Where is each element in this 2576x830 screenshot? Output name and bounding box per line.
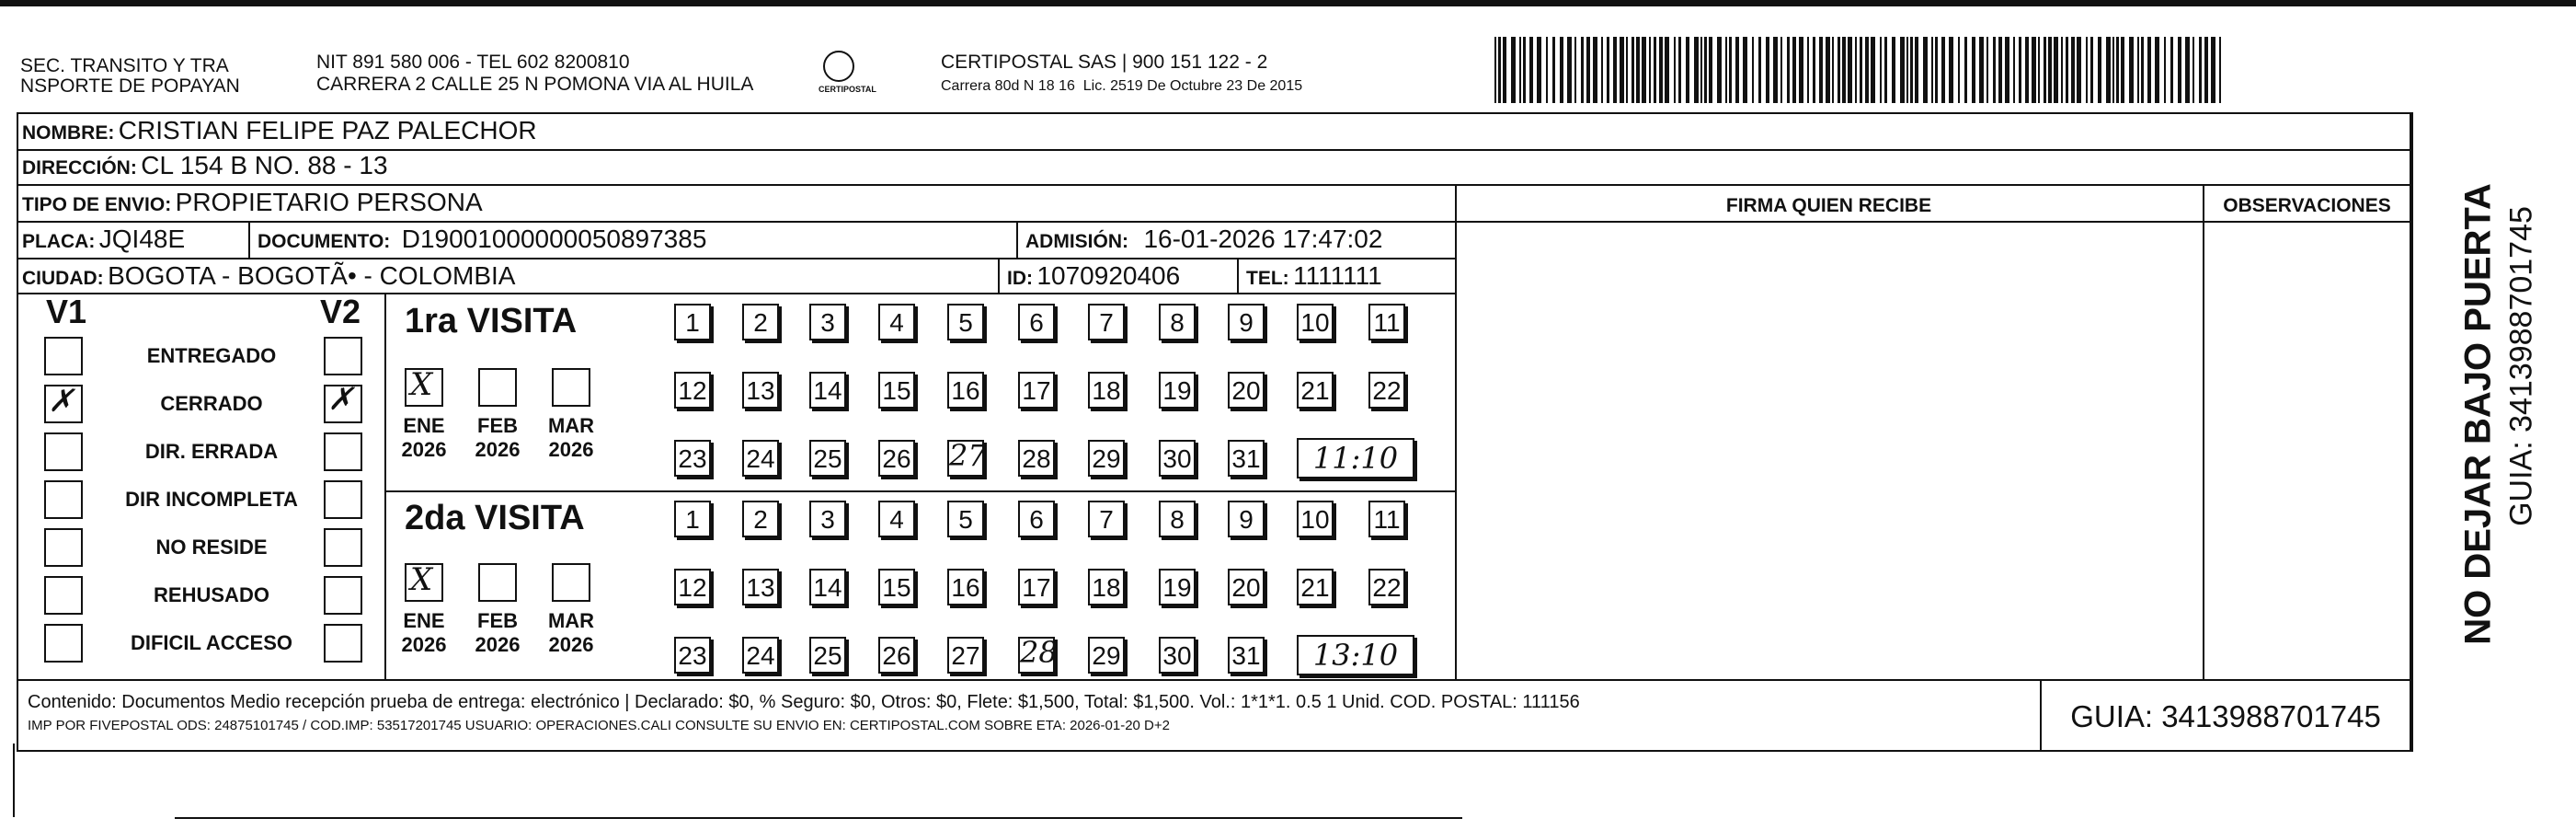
visit1-day-box: 20 [1228, 372, 1265, 409]
visit1-day-box: 8 [1159, 304, 1196, 340]
visit1-month-checkbox [552, 368, 590, 407]
visit1-day-box: 16 [947, 372, 984, 409]
observaciones-header: OBSERVACIONES [2223, 195, 2391, 216]
v2-header: V2 [320, 293, 361, 330]
barcode-bar [1709, 37, 1712, 103]
visit1-month-handwritten-mark: X [410, 366, 433, 403]
barcode-bar [1529, 37, 1533, 103]
barcode-bar [1799, 37, 1803, 103]
barcode-bar [1826, 37, 1830, 103]
barcode-bar [2185, 37, 2190, 103]
tipo-label: TIPO DE ENVIO: [22, 194, 172, 215]
admision-field [1025, 225, 1382, 254]
documento-value: D19001000000050897385 [401, 225, 707, 253]
id-field [1007, 261, 1180, 291]
side-guia: GUIA: 3413988701745 [2503, 206, 2539, 526]
id-label: ID: [1007, 268, 1033, 289]
barcode-bar [2038, 37, 2040, 103]
visit1-day-box: 7 [1088, 304, 1125, 340]
barcode-bar [1787, 37, 1790, 103]
visit2-month-year: 2026 [548, 633, 594, 656]
barcode-bar [1560, 37, 1563, 103]
v1-handwritten-mark: ✗ [48, 383, 74, 420]
status-option-label: DIFICIL ACCESO [130, 631, 292, 654]
placa-label: PLACA: [22, 231, 96, 252]
barcode-bar [1601, 37, 1603, 103]
barcode-bar [1735, 37, 1739, 103]
barcode-bar [2199, 37, 2202, 103]
visit1-day-box: 17 [1018, 372, 1055, 409]
barcode-bar [1792, 37, 1796, 103]
firma-header: FIRMA QUIEN RECIBE [1725, 195, 1932, 216]
visit1-day-box: 29 [1088, 440, 1125, 477]
barcode-bar [1766, 37, 1769, 103]
visit2-day-box: 25 [809, 637, 846, 674]
visit1-day-box: 1 [674, 304, 711, 340]
barcode-bar [2112, 37, 2114, 103]
barcode-bar [2044, 37, 2046, 103]
barcode-bar [1949, 37, 1953, 103]
visit2-day-box: 1 [674, 501, 711, 537]
scan-bottom-line [175, 817, 1462, 819]
barcode-bar [2019, 37, 2021, 103]
visit2-day-box: 11 [1368, 501, 1405, 537]
barcode-bar [2204, 37, 2208, 103]
ciudad-label: CIUDAD: [22, 268, 104, 289]
sender-line-1: SEC. TRANSITO Y TRA [20, 55, 229, 76]
status-option-label: ENTREGADO [146, 344, 277, 367]
barcode-bar [1574, 37, 1576, 103]
barcode-bar [2137, 37, 2139, 103]
visit1-day-box: 28 [1018, 440, 1055, 477]
barcode-bar [1819, 37, 1823, 103]
barcode-bar [1694, 37, 1699, 103]
barcode-bar [1519, 37, 1521, 103]
placa-value: JQI48E [98, 225, 186, 253]
barcode-bar [2013, 37, 2015, 103]
visit1-day-box: 4 [878, 304, 915, 340]
barcode-bar [1941, 37, 1945, 103]
barcode-bar [1986, 37, 1988, 103]
barcode-bar [1935, 37, 1938, 103]
certipostal-logo-icon [823, 51, 854, 82]
visit1-day-box: 18 [1088, 372, 1125, 409]
visit1-month-year: 2026 [401, 438, 447, 461]
barcode-bar [1910, 37, 1913, 103]
admision-label: ADMISIÓN: [1025, 231, 1128, 252]
visit2-day-box: 22 [1368, 569, 1405, 605]
barcode-bar [2025, 37, 2029, 103]
direccion-row [22, 151, 388, 180]
barcode-bar [1725, 37, 1727, 103]
visit1-day-box: 13 [742, 372, 779, 409]
barcode-bar [2192, 37, 2194, 103]
visit2-title: 2da VISITA [405, 499, 585, 537]
barcode-bar [1678, 37, 1681, 103]
barcode-bar [1523, 37, 1526, 103]
barcode-bar [2170, 37, 2173, 103]
visit2-day-box: 21 [1297, 569, 1334, 605]
visit1-day-box: 11 [1368, 304, 1405, 340]
visit2-day-box: 7 [1088, 501, 1125, 537]
barcode-bar [1807, 37, 1809, 103]
barcode-bar [1758, 37, 1761, 103]
barcode-bar [1923, 37, 1928, 103]
visit1-day-box: 22 [1368, 372, 1405, 409]
visit1-day-box: 19 [1159, 372, 1196, 409]
visit1-day-box: 21 [1297, 372, 1334, 409]
barcode-bar [1900, 37, 1905, 103]
barcode-bar [1586, 37, 1590, 103]
visit2-day-box: 27 [947, 637, 984, 674]
visit2-month-handwritten-mark: X [410, 561, 433, 598]
visit2-day-box: 13 [742, 569, 779, 605]
barcode-bar [2005, 37, 2009, 103]
barcode-bar [1700, 37, 1702, 103]
barcode-bar [1654, 37, 1656, 103]
barcode-bar [2164, 37, 2166, 103]
footer-guia: GUIA: 3413988701745 [2070, 699, 2381, 733]
barcode-bar [1546, 37, 1548, 103]
barcode-bar [1964, 37, 1967, 103]
barcode-bar [2106, 37, 2111, 103]
barcode-bar [1665, 37, 1669, 103]
visit2-day-box: 19 [1159, 569, 1196, 605]
v1-checkbox [44, 480, 83, 519]
barcode-bar [1613, 37, 1617, 103]
visit1-month-label: MAR [547, 414, 595, 437]
barcode-bar [2121, 37, 2124, 103]
v2-handwritten-mark: ✗ [327, 381, 354, 418]
visit1-day-box: 23 [674, 440, 711, 477]
imp-text: IMP POR FIVEPOSTAL ODS: 24875101745 / COD.IMP: 53517201745 USUARIO: OPERACIONES.CALI CONSULTE SU ENVIO EN: CERTIPOSTAL.COM SOBRE ETA: 2026-01-20 D+2 [28, 718, 1170, 733]
visit1-day-box: 15 [878, 372, 915, 409]
nit-line-2: CARRERA 2 CALLE 25 N POMONA VIA AL HUILA [316, 74, 754, 95]
visit1-day-box: 24 [742, 440, 779, 477]
visit2-month-label: ENE [403, 609, 445, 632]
barcode-bar [1958, 37, 1960, 103]
visit1-day-box: 26 [878, 440, 915, 477]
barcode-bar [1880, 37, 1882, 103]
visit1-day-box: 10 [1297, 304, 1334, 340]
direccion-label: DIRECCIÓN: [22, 157, 137, 179]
visit2-day-box: 17 [1018, 569, 1055, 605]
visit2-day-box: 15 [878, 569, 915, 605]
visit1-day-box: 14 [809, 372, 846, 409]
visit1-day-box: 30 [1159, 440, 1196, 477]
visit2-day-box: 29 [1088, 637, 1125, 674]
barcode-bar [1743, 37, 1747, 103]
barcode-bar [1631, 37, 1634, 103]
barcode-bar [1686, 37, 1689, 103]
barcode-bar [1993, 37, 1996, 103]
visit2-day-box: 31 [1228, 637, 1265, 674]
carrier-line-1: CERTIPOSTAL SAS | 900 151 122 - 2 [941, 52, 1268, 73]
barcode-bar [2098, 37, 2101, 103]
visit2-month-year: 2026 [401, 633, 447, 656]
visit1-month-label: ENE [403, 414, 445, 437]
visit2-day-box: 10 [1297, 501, 1334, 537]
visit2-day-box: 16 [947, 569, 984, 605]
visit1-title: 1ra VISITA [405, 302, 578, 340]
barcode-bar [2054, 37, 2058, 103]
barcode-bar [2061, 37, 2063, 103]
status-option-label: REHUSADO [154, 583, 269, 606]
scan-left-edge [13, 744, 15, 817]
tipo-value: PROPIETARIO PERSONA [175, 188, 483, 216]
visit2-day-box: 14 [809, 569, 846, 605]
barcode-bar [2219, 37, 2221, 103]
barcode-bar [1892, 37, 1895, 103]
id-value: 1070920406 [1036, 261, 1181, 290]
barcode-bar [1998, 37, 2002, 103]
barcode-bar [1871, 37, 1875, 103]
visit1-day-box: 3 [809, 304, 846, 340]
barcode-bar [1567, 37, 1572, 103]
barcode-bar [1537, 37, 1541, 103]
visit2-day-box: 2 [742, 501, 779, 537]
barcode-bar [2129, 37, 2134, 103]
documento-label: DOCUMENTO: [258, 231, 391, 252]
carrier-line-2: Carrera 80d N 18 16 Lic. 2519 De Octubre 23 De 2015 [941, 78, 1303, 94]
barcode-bar [2155, 37, 2159, 103]
visit1-month-checkbox [478, 368, 517, 407]
v1-checkbox [44, 337, 83, 375]
visit2-day-handwritten-mark: 28 [1020, 635, 1058, 670]
barcode-bar [2141, 37, 2144, 103]
barcode-bar [1649, 37, 1651, 103]
visit1-day-box: 12 [674, 372, 711, 409]
visit2-time-box: 13:10 [1297, 635, 1414, 675]
barcode-bar [1659, 37, 1663, 103]
barcode-bar [1704, 37, 1707, 103]
visit2-day-box: 20 [1228, 569, 1265, 605]
visit1-day-handwritten-mark: 27 [949, 438, 987, 473]
visit2-day-box: 9 [1228, 501, 1265, 537]
scan-top-edge [0, 0, 2576, 6]
documento-field [258, 225, 706, 254]
visit2-day-box: 26 [878, 637, 915, 674]
visit2-month-checkbox [478, 563, 517, 602]
barcode-bar [1972, 37, 1975, 103]
visit1-day-box: 2 [742, 304, 779, 340]
barcode-bar [1511, 37, 1516, 103]
tel-field [1246, 261, 1382, 291]
barcode-bar [1642, 37, 1646, 103]
tipo-row [22, 188, 483, 217]
sender-line-2: NSPORTE DE POPAYAN [20, 75, 240, 97]
nombre-row [22, 116, 537, 145]
barcode [1494, 37, 2226, 103]
ciudad-row [22, 261, 515, 291]
nombre-label: NOMBRE: [22, 122, 115, 144]
barcode-bar [1838, 37, 1840, 103]
barcode-bar [1674, 37, 1676, 103]
barcode-bar [1780, 37, 1782, 103]
visit2-month-checkbox [552, 563, 590, 602]
barcode-bar [2071, 37, 2075, 103]
visit1-month-year: 2026 [475, 438, 521, 461]
barcode-bar [1979, 37, 1984, 103]
ciudad-value: BOGOTA - BOGOTÃ• - COLOMBIA [108, 261, 516, 290]
barcode-bar [2211, 37, 2215, 103]
visit2-day-box: 4 [878, 501, 915, 537]
barcode-bar [1717, 37, 1722, 103]
visit2-day-box: 6 [1018, 501, 1055, 537]
barcode-bar [1906, 37, 1908, 103]
visit1-time-box: 11:10 [1297, 438, 1414, 478]
visit2-day-box: 8 [1159, 501, 1196, 537]
visit2-month-label: MAR [547, 609, 595, 632]
logo-text: CERTIPOSTAL [819, 85, 876, 94]
visit1-day-box: 25 [809, 440, 846, 477]
barcode-bar [1494, 37, 1496, 103]
barcode-bar [1931, 37, 1933, 103]
visit2-day-box: 23 [674, 637, 711, 674]
barcode-bar [1842, 37, 1846, 103]
barcode-bar [1503, 37, 1506, 103]
v1-checkbox [44, 528, 83, 567]
barcode-bar [1498, 37, 1501, 103]
visit2-day-box: 5 [947, 501, 984, 537]
barcode-bar [2066, 37, 2068, 103]
barcode-bar [1884, 37, 1887, 103]
direccion-value: CL 154 B NO. 88 - 13 [141, 151, 388, 179]
v1-checkbox [44, 432, 83, 471]
barcode-bar [1581, 37, 1584, 103]
barcode-bar [1773, 37, 1778, 103]
barcode-bar [2077, 37, 2081, 103]
barcode-bar [1855, 37, 1857, 103]
visit1-day-box: 5 [947, 304, 984, 340]
barcode-bar [2086, 37, 2088, 103]
visit1-day-box: 6 [1018, 304, 1055, 340]
visit2-month-label: FEB [477, 609, 518, 632]
status-option-label: DIR. ERRADA [144, 440, 279, 463]
barcode-bar [1860, 37, 1862, 103]
barcode-bar [2147, 37, 2151, 103]
admision-value: 16-01-2026 17:47:02 [1143, 225, 1383, 253]
nombre-value: CRISTIAN FELIPE PAZ PALECHOR [118, 116, 537, 144]
contenido-text: Contenido: Documentos Medio recepción prueba de entrega: electrónico | Declarado: $0, % Seguro: $0, Otros: $0, Flete: $1,500, Total: $1,500. Vol.: 1*1*1. 0.5 1 Unid. COD. POSTAL: 111156 [28, 692, 1580, 712]
barcode-bar [1729, 37, 1732, 103]
barcode-bar [1832, 37, 1834, 103]
barcode-bar [2032, 37, 2036, 103]
visit1-day-box: 9 [1228, 304, 1265, 340]
v1-checkbox [44, 576, 83, 615]
tel-label: TEL: [1246, 268, 1289, 289]
barcode-bar [1593, 37, 1597, 103]
barcode-bar [1752, 37, 1754, 103]
visit1-month-label: FEB [477, 414, 518, 437]
barcode-bar [2178, 37, 2181, 103]
visit2-day-box: 30 [1159, 637, 1196, 674]
side-warning: NO DEJAR BAJO PUERTA [2457, 183, 2499, 645]
visit1-month-year: 2026 [548, 438, 594, 461]
barcode-bar [2048, 37, 2052, 103]
visit2-day-box: 3 [809, 501, 846, 537]
barcode-bar [1865, 37, 1869, 103]
visit2-day-box: 24 [742, 637, 779, 674]
barcode-bar [1636, 37, 1640, 103]
visit2-day-box: 12 [674, 569, 711, 605]
status-option-label: NO RESIDE [155, 536, 268, 559]
barcode-bar [1813, 37, 1815, 103]
status-option-label: CERRADO [160, 392, 263, 415]
status-option-label: DIR INCOMPLETA [125, 488, 298, 511]
tel-value: 1111111 [1293, 261, 1382, 290]
barcode-bar [1620, 37, 1624, 103]
barcode-bar [1915, 37, 1918, 103]
barcode-bar [1626, 37, 1628, 103]
barcode-bar [1607, 37, 1609, 103]
v1-checkbox [44, 624, 83, 663]
visit2-day-box: 18 [1088, 569, 1125, 605]
visit2-month-year: 2026 [475, 633, 521, 656]
v1-header: V1 [46, 293, 87, 330]
placa-row [22, 225, 185, 254]
barcode-bar [1552, 37, 1555, 103]
barcode-bar [2090, 37, 2093, 103]
nit-line-1: NIT 891 580 006 - TEL 602 8200810 [316, 52, 630, 73]
barcode-bar [2116, 37, 2119, 103]
visit1-day-box: 31 [1228, 440, 1265, 477]
barcode-bar [1848, 37, 1852, 103]
